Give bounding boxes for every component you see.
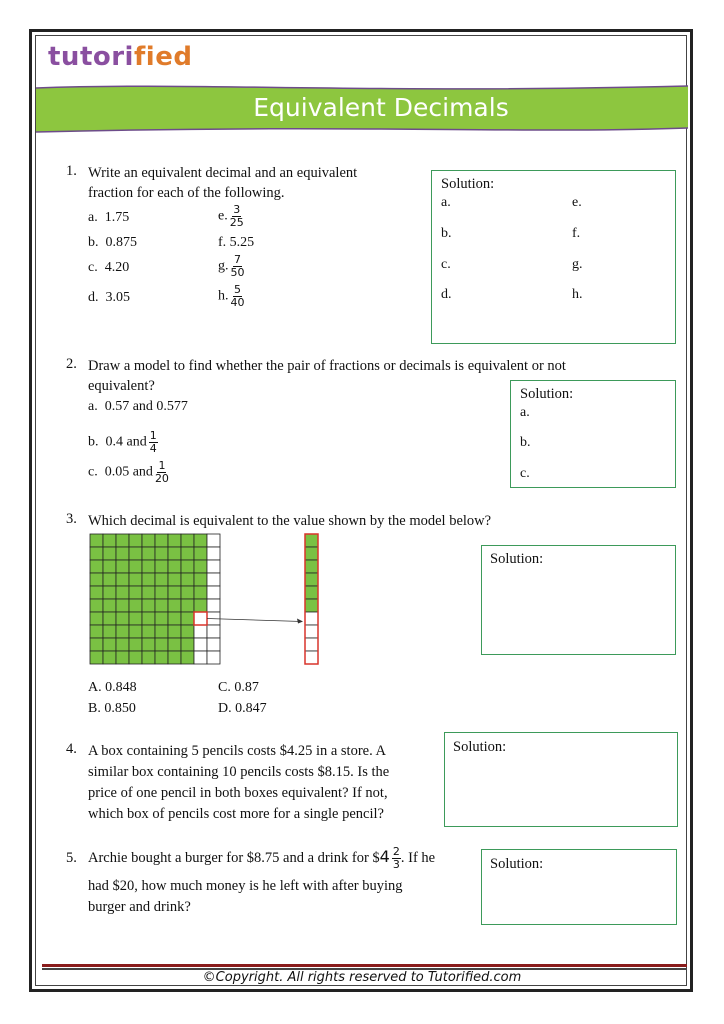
q3-option-value: 0.850 [104,701,136,716]
grid-cell [207,573,220,586]
q3-text: Which decimal is equivalent to the value shown by the model below? [88,513,492,529]
q1-item-label: a. [88,210,98,225]
q1-text-line2: fraction for each of the following. [88,185,285,201]
grid-cell [194,586,207,599]
grid-cell [129,547,142,560]
zoom-cell [305,560,318,573]
q1-item-value: 4.20 [104,260,130,275]
grid-cell [181,625,194,638]
zoom-cell [305,573,318,586]
grid-cell [129,534,142,547]
zoom-cell [305,612,318,625]
grid-cell [90,651,103,664]
zoom-cell [305,586,318,599]
grid-cell [207,534,220,547]
q2-item-label: a. [88,399,98,414]
grid-cell [90,638,103,651]
q1-item-g [218,254,245,279]
zoom-cell [305,534,318,547]
grid-cell [194,599,207,612]
grid-cell [129,599,142,612]
q3-option-c[interactable] [218,679,259,697]
grid-cell [168,651,181,664]
q2-item-c [88,460,169,485]
grid-cell [103,547,116,560]
fraction-numerator: 7 [234,253,241,266]
grid-cell [116,612,129,625]
grid-cell [90,599,103,612]
q2-solution-label: a. [520,405,530,420]
grid-cell [142,586,155,599]
grid-cell [103,612,116,625]
q5-text: . If he [400,850,436,866]
q1-item-label: e. [218,208,228,224]
copyright-footer: ©Copyright. All rights reserved to Tutorified.com [202,970,522,985]
fraction-numerator: 5 [234,283,241,296]
grid-cell [103,599,116,612]
q1-item-e [218,204,244,229]
q4-line: price of one pencil in both boxes equivalent? If not, [88,785,388,801]
q3-option-a[interactable] [88,679,137,697]
q1-text-line1: Write an equivalent decimal and an equivalent [88,165,358,181]
q3-option-value: 0.87 [234,680,259,695]
grid-cell [142,612,155,625]
q3-option-value: 0.848 [105,680,137,695]
pointer-arrow [207,619,302,622]
grid-cell [181,612,194,625]
grid-cell [155,638,168,651]
grid-cell [116,560,129,573]
fraction-numerator: 2 [392,845,400,859]
grid-cell [142,547,155,560]
grid-cell [155,586,168,599]
grid-cell [181,638,194,651]
q2-item-value: 0.4 and [105,434,147,450]
q1-solution-label: g. [572,257,583,272]
q1-item-value: 5.25 [229,235,255,250]
grid-cell [142,651,155,664]
fraction-denominator: 4 [149,442,157,455]
fraction [149,430,158,455]
grid-cell [194,625,207,638]
grid-cell [103,586,116,599]
grid-cell [103,534,116,547]
grid-cell [90,625,103,638]
grid-cell [90,612,103,625]
zoom-cell [305,547,318,560]
grid-cell [155,651,168,664]
zoom-cell [305,638,318,651]
q3-option-label: C. [218,680,231,695]
grid-cell [116,534,129,547]
grid-cell [142,625,155,638]
fraction-denominator: 50 [230,266,245,279]
q3-solution-title: Solution: [490,551,544,567]
q3-option-label: B. [88,701,101,716]
grid-cell [129,586,142,599]
fraction-denominator: 20 [154,472,169,485]
grid-cell [168,625,181,638]
q2-text-line1: Draw a model to find whether the pair of fractions or decimals is equivalent or not [88,358,566,374]
q2-item-value: 0.05 and [104,464,153,480]
grid-cell [194,547,207,560]
grid-cell [129,612,142,625]
fraction-denominator: 3 [392,858,400,872]
q3-number: 3. [66,511,77,527]
q1-item-h [218,284,245,309]
grid-cell [103,573,116,586]
grid-cell [155,612,168,625]
grid-cell [168,573,181,586]
grid-cell [155,573,168,586]
grid-cell [181,651,194,664]
brand-part2: fied [133,42,193,72]
q5-text: Archie bought a burger for $8.75 and a drink for $ [88,850,380,866]
grid-cell [181,547,194,560]
grid-cell [168,586,181,599]
q1-solution-label: c. [441,257,451,272]
q1-solution-label: a. [441,195,451,210]
fraction [392,846,401,871]
fraction [231,284,245,309]
q1-item-value: 1.75 [104,210,130,225]
grid-cell [129,560,142,573]
fraction-denominator: 25 [229,216,244,229]
grid-cell [194,534,207,547]
grid-cell [207,586,220,599]
q2-item-label: b. [88,434,99,450]
q5-solution-title: Solution: [490,856,544,872]
q2-solution-title: Solution: [520,386,574,402]
q1-solution-label: d. [441,287,452,302]
q3-option-value: 0.847 [235,701,267,716]
grid-cell [142,560,155,573]
grid-cell [168,547,181,560]
pointer-arrowhead [297,619,303,624]
q1-solution-label: b. [441,226,452,241]
grid-cell [116,573,129,586]
fraction [155,460,169,485]
q1-item-f [218,234,254,252]
grid-cell [142,599,155,612]
grid-cell [168,638,181,651]
q1-solution-label: f. [572,226,581,241]
q4-line: similar box containing 10 pencils costs $8.15. Is the [88,764,390,780]
q1-item-label: h. [218,288,229,304]
q2-number: 2. [66,356,77,372]
q2-solution-label: b. [520,435,531,450]
q1-item-label: d. [88,290,99,305]
brand-part1: tutori [48,42,134,72]
q5-line3: burger and drink? [88,899,191,915]
grid-cell [103,560,116,573]
grid-cell [129,625,142,638]
grid-cell [116,625,129,638]
grid-cell [103,625,116,638]
q1-solution-title: Solution: [441,176,495,192]
grid-cell [116,586,129,599]
q5-line1 [88,845,435,871]
grid-cell [181,573,194,586]
grid-cell [116,547,129,560]
fraction-numerator: 1 [149,429,157,442]
q2-text-line2: equivalent? [88,378,155,394]
q1-item-a [88,209,129,227]
fraction [231,254,245,279]
grid-cell [207,560,220,573]
q3-option-b[interactable] [88,700,136,718]
q5-line2: had $20, how much money is he left with after buying [88,878,403,894]
footer-rule-top [42,964,687,967]
q5-number: 5. [66,850,77,866]
grid-cell [207,547,220,560]
grid-cell [155,560,168,573]
grid-cell [207,625,220,638]
grid-cell [155,625,168,638]
q1-item-d [88,289,130,307]
grid-cell [129,573,142,586]
grid-cell [207,651,220,664]
grid-cell [103,638,116,651]
grid-cell [142,534,155,547]
q1-item-value: 0.875 [105,235,137,250]
grid-cell [142,638,155,651]
q4-line: A box containing 5 pencils costs $4.25 in a store. A [88,743,387,759]
grid-cell [155,534,168,547]
grid-cell [142,573,155,586]
page-title: Equivalent Decimals [253,93,509,122]
q1-item-label: b. [88,235,99,250]
grid-cell [181,560,194,573]
grid-cell [155,547,168,560]
fraction-numerator: 1 [158,459,166,472]
grid-cell [194,651,207,664]
q1-item-label: c. [88,260,98,275]
grid-cell [194,612,207,625]
grid-cell [168,560,181,573]
fraction-denominator: 40 [230,296,245,309]
grid-cell [194,638,207,651]
q2-item-a [88,398,188,416]
decimal-grid-model [89,533,329,667]
q1-solution-label: h. [572,287,583,302]
grid-cell [90,573,103,586]
grid-cell [168,534,181,547]
fraction-numerator: 3 [233,203,241,216]
q3-option-label: A. [88,680,102,695]
grid-cell [194,573,207,586]
q1-item-c [88,259,129,277]
q1-number: 1. [66,163,77,179]
q3-option-label: D. [218,701,232,716]
q4-solution-title: Solution: [453,739,507,755]
grid-cell [116,599,129,612]
grid-cell [116,638,129,651]
grid-cell [168,612,181,625]
grid-cell [168,599,181,612]
grid-cell [207,599,220,612]
fraction [230,204,244,229]
grid-cell [129,638,142,651]
q3-option-d[interactable] [218,700,267,718]
q1-item-label: g. [218,258,229,274]
q2-solution-label: c. [520,466,530,481]
grid-cell [116,651,129,664]
zoom-cell [305,625,318,638]
grid-cell [103,651,116,664]
q1-item-value: 3.05 [105,290,130,305]
zoom-cell [305,651,318,664]
mixed-number-whole: 4 [379,847,390,866]
zoom-cell [305,599,318,612]
grid-cell [90,547,103,560]
q2-item-value: 0.57 and 0.577 [104,399,188,414]
q4-number: 4. [66,741,77,757]
q1-item-label: f. [218,235,227,250]
grid-cell [155,599,168,612]
q1-solution-label: e. [572,195,582,210]
grid-cell [181,586,194,599]
q1-solution-box[interactable] [431,170,676,344]
grid-cell [129,651,142,664]
brand-logo [48,42,192,72]
q2-item-label: c. [88,464,98,480]
q1-item-b [88,234,137,252]
q4-line: which box of pencils cost more for a single pencil? [88,806,384,822]
grid-cell [194,560,207,573]
grid-cell [207,638,220,651]
q2-item-b [88,430,158,455]
grid-cell [90,534,103,547]
grid-cell [181,599,194,612]
grid-cell [90,586,103,599]
grid-cell [90,560,103,573]
grid-cell [181,534,194,547]
